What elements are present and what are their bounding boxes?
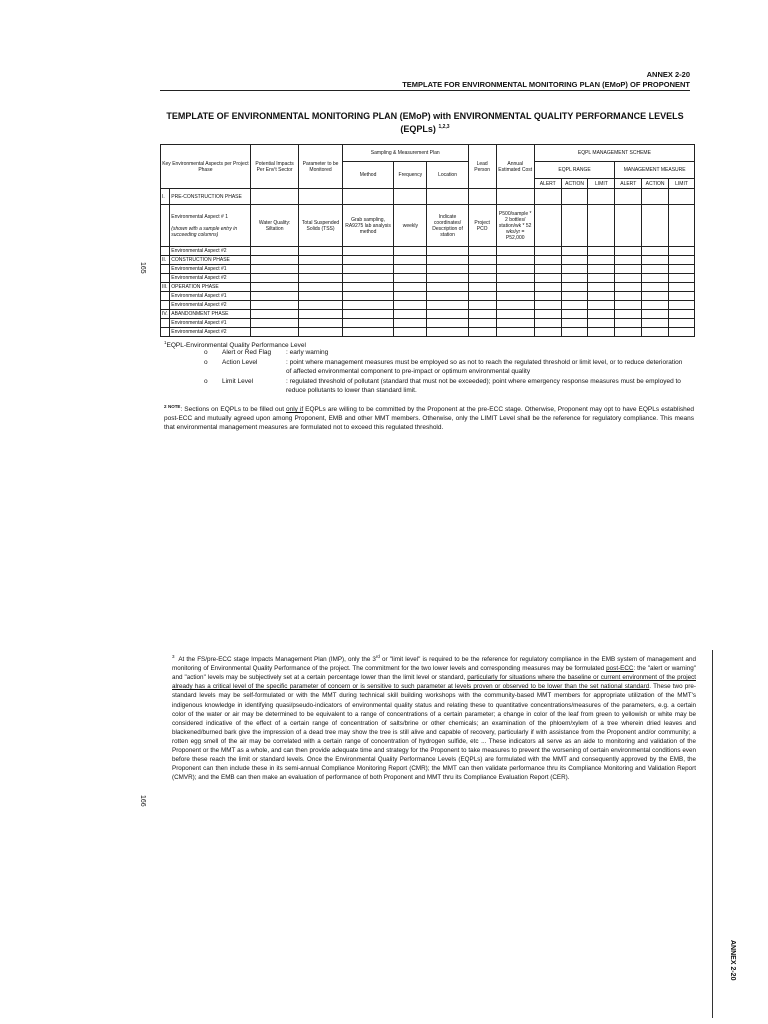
table-row — [161, 189, 695, 205]
phase-name: ABANDONMENT PHASE — [170, 310, 251, 319]
sample-impact: Water Quality: Siltation — [250, 205, 299, 247]
legend-item: o Limit Level : regulated threshold of pollutant (standard that must not be exceeded); point where emergency response measures must be employed to reduce pollutants to lower than standard limit. — [164, 377, 694, 396]
legend-item: o Action Level : point where management measures must be employed so as not to reach the regulated threshold or limit level, or to reduce deterioration of affected environmental component to pre-impact or optimum environmental quality — [164, 358, 694, 377]
legend-term: Limit Level — [222, 378, 254, 385]
footnote-3-underline-1: post-ECC — [606, 665, 634, 673]
aspect-label: Environmental Aspect #1 — [170, 319, 251, 328]
legend-title: EQPL-Environmental Quality Performance Level — [166, 342, 306, 350]
header-method: Method — [342, 162, 394, 189]
footnote-3: $^3$ At the FS/pre-ECC stage Impacts Management Plan (IMP), only the 3rd or "limit level" is required to be the reference for regulatory compliance in the EMB system of management and monitoring of Environmental Quality Performance of the project. The commitment for the two lower levels and corresponding measures may be formulated post-ECC: the "alert or warning" and "action" levels may be subjectively set at a certain percentage lower than the limit level or standard, particularly for situations where the baseline or current environment of the project already has a critical level of the specific parameter of concern or is sensitive to such parameter at levels proven or observed to be lower than the set national standard. These two pre-standard levels may be self-formulated or with the MMT during technical skill building workshops with the community-based MMT members for appropriate utilization of the MMT's indigenous knowledge in identifying quasi/pseudo-indicators of environmental quality status and relating these to quantitative concentrations/measures of the parameters, e.g. a certain color of the water or air may be determined to be equivalent to a range of concentrations of a certain parameter; a change in color of the leaf from green to yellowish or white may be considered indicative of the effect of a certain range of concentration of salts/brine or other chemicals; an examination of the phloem/xylem of a tree wherein dried leaves and blackened/burned bark give the impression of a dead tree may show the tree is still alive and capable of recovery, particularly if with assistance from the Proponent and/or community; a rotten egg smell of the air may be correlated with a certain range of concentration of hydrogen sulfide, etc ... These indicators all serve as an aide to monitoring and validation of the Proponent or the MMT as a whole, and can then provide adequate time and strategy for the Proponent to take measures to prevent the worsening of certain environmental conditions even before these reach the limit or standard levels. Once the Environmental Quality Performance Levels (EQPLs) are formulated with the MMT and consequently approved by the EMB, the Proponent can then include these in its semi-annual Compliance Monitoring Report (CMR); the MMT can then validate performance thru its Compliance Monitoring and Validation Report (CMVR); and the EMB can then make an evaluation of performance of both Proponent and MMT thru its Compliance Evaluation Report (CER). — [172, 654, 696, 782]
sample-frequency: weekly — [394, 205, 427, 247]
sample-note: (shown with a sample entry in succeeding columns) — [171, 225, 238, 238]
header-range-action: ACTION — [561, 179, 588, 189]
table-row — [161, 265, 695, 274]
annex-number: ANNEX 2-20 — [646, 70, 690, 79]
header-lead-person: Lead Person — [468, 145, 496, 189]
header-parameter: Parameter to be Monitored — [299, 145, 342, 189]
phase-name: OPERATION PHASE — [170, 283, 251, 292]
table-row — [161, 310, 695, 319]
table-row — [161, 319, 695, 328]
header-measure-action: ACTION — [642, 179, 669, 189]
sample-aspect: Environmental Aspect # 1 (shown with a sample entry in succeeding columns) — [170, 205, 251, 247]
table-row — [161, 205, 695, 247]
header-key-aspects: Key Environmental Aspects per Project Phase — [161, 145, 251, 189]
eqpl-legend — [164, 338, 694, 396]
legend-term: Alert or Red Flag — [222, 349, 272, 356]
sample-location: Indicate coordinates/ Description of station — [427, 205, 468, 247]
phase-number: IV. — [161, 310, 170, 319]
table-row — [161, 292, 695, 301]
table-row — [161, 328, 695, 337]
table-row — [161, 274, 695, 283]
title-line-2: (EQPLs) — [400, 124, 436, 134]
legend-def: : early warning — [286, 349, 329, 356]
annex-template-line: TEMPLATE FOR ENVIRONMENTAL MONITORING PLAN (EMoP) OF PROPONENT — [402, 80, 690, 89]
phase-number: II. — [161, 256, 170, 265]
note-2-underline: only if — [286, 406, 304, 414]
legend-footnote-ref: 1 — [164, 340, 167, 345]
phase-name: CONSTRUCTION PHASE — [170, 256, 251, 265]
header-annual-cost: Annual Estimated Cost — [496, 145, 534, 189]
page-number-top: 165 — [139, 262, 146, 274]
side-rule — [712, 650, 713, 1018]
table-row — [161, 256, 695, 265]
header-measure-alert: ALERT — [615, 179, 642, 189]
header-rule — [160, 90, 690, 91]
aspect-label: Environmental Aspect #2 — [170, 301, 251, 310]
emop-table — [160, 144, 695, 337]
sample-method: Grab sampling, RA9275 lab analysis method — [342, 205, 394, 247]
sample-cost: P500/sample * 2 bottles/ station/wk * 52 wks/yr = P52,000 — [496, 205, 534, 247]
legend-def: : point where management measures must be employed so as not to reach the regulated threshold or limit level, or to reduce deterioration of affected environmental component to pre-impact or optimum environmental quality — [286, 359, 683, 375]
page-number-bottom: 166 — [139, 795, 146, 807]
header-eqpl-scheme: EQPL MANAGEMENT SCHEME — [534, 145, 694, 162]
header-eqpl-range: EQPL RANGE — [534, 162, 615, 179]
header-management-measure: MANAGEMENT MEASURE — [615, 162, 695, 179]
aspect-label: Environmental Aspect #1 — [170, 292, 251, 301]
header-range-limit: LIMIT — [588, 179, 615, 189]
header-sampling-plan: Sampling & Measurement Plan — [342, 145, 468, 162]
table-row — [161, 247, 695, 256]
sample-lead: Project PCO — [468, 205, 496, 247]
header-frequency: Frequency — [394, 162, 427, 189]
footnote-3-marker: 3 — [172, 654, 175, 659]
side-annex-label: ANNEX 2-20 — [729, 940, 736, 981]
note-2-label: 2 NOTE — [164, 404, 181, 409]
document-title — [160, 111, 690, 135]
annex-header — [402, 70, 690, 90]
note-2: $^{2 NOTE}$: Sections on EQPLs to be filled out only if EQPLs are willing to be committed by the Proponent at the pre-ECC stage. Otherwise, Proponent may opt to have EQPLs established post-ECC and mutually agreed upon among Proponent, EMB and other MMT members. Otherwise, only the LIMIT Level shall be the reference for regulatory compliance. This means that environmental management measures are formulated not to exceed this regulated threshold. — [164, 404, 695, 432]
legend-term: Action Level — [222, 359, 258, 366]
legend-item: o Alert or Red Flag : early warning — [164, 348, 694, 358]
header-location: Location — [427, 162, 468, 189]
footnote-3-underline-2: particularly for situations where the baseline or current environment of the project already has a critical level of the specific parameter of concern or is sensitive to such parameter at levels proven or observed to be lower than the set national standard — [172, 674, 696, 691]
header-potential-impacts: Potential Impacts Per Env't Sector — [250, 145, 299, 189]
aspect-label: Environmental Aspect #2 — [170, 328, 251, 337]
table-row — [161, 283, 695, 292]
aspect-label: Environmental Aspect #2 — [170, 274, 251, 283]
sample-parameter: Total Suspended Solids (TSS) — [299, 205, 342, 247]
phase-name: PRE-CONSTRUCTION PHASE — [170, 189, 251, 205]
title-line-1: TEMPLATE OF ENVIRONMENTAL MONITORING PLAN (EMoP) with ENVIRONMENTAL QUALITY PERFORMANCE LEVELS — [166, 111, 684, 121]
aspect-label: Environmental Aspect #1 — [170, 265, 251, 274]
table-row — [161, 301, 695, 310]
header-range-alert: ALERT — [534, 179, 561, 189]
aspect-label: Environmental Aspect #2 — [170, 247, 251, 256]
header-measure-limit: LIMIT — [669, 179, 695, 189]
title-footnote-ref: 1,2,3 — [438, 124, 450, 130]
legend-def: : regulated threshold of pollutant (standard that must not be exceeded); point where emergency response measures must be employed to reduce pollutants to lower than standard limit. — [286, 378, 681, 394]
phase-number: III. — [161, 283, 170, 292]
phase-number: I. — [161, 189, 170, 205]
